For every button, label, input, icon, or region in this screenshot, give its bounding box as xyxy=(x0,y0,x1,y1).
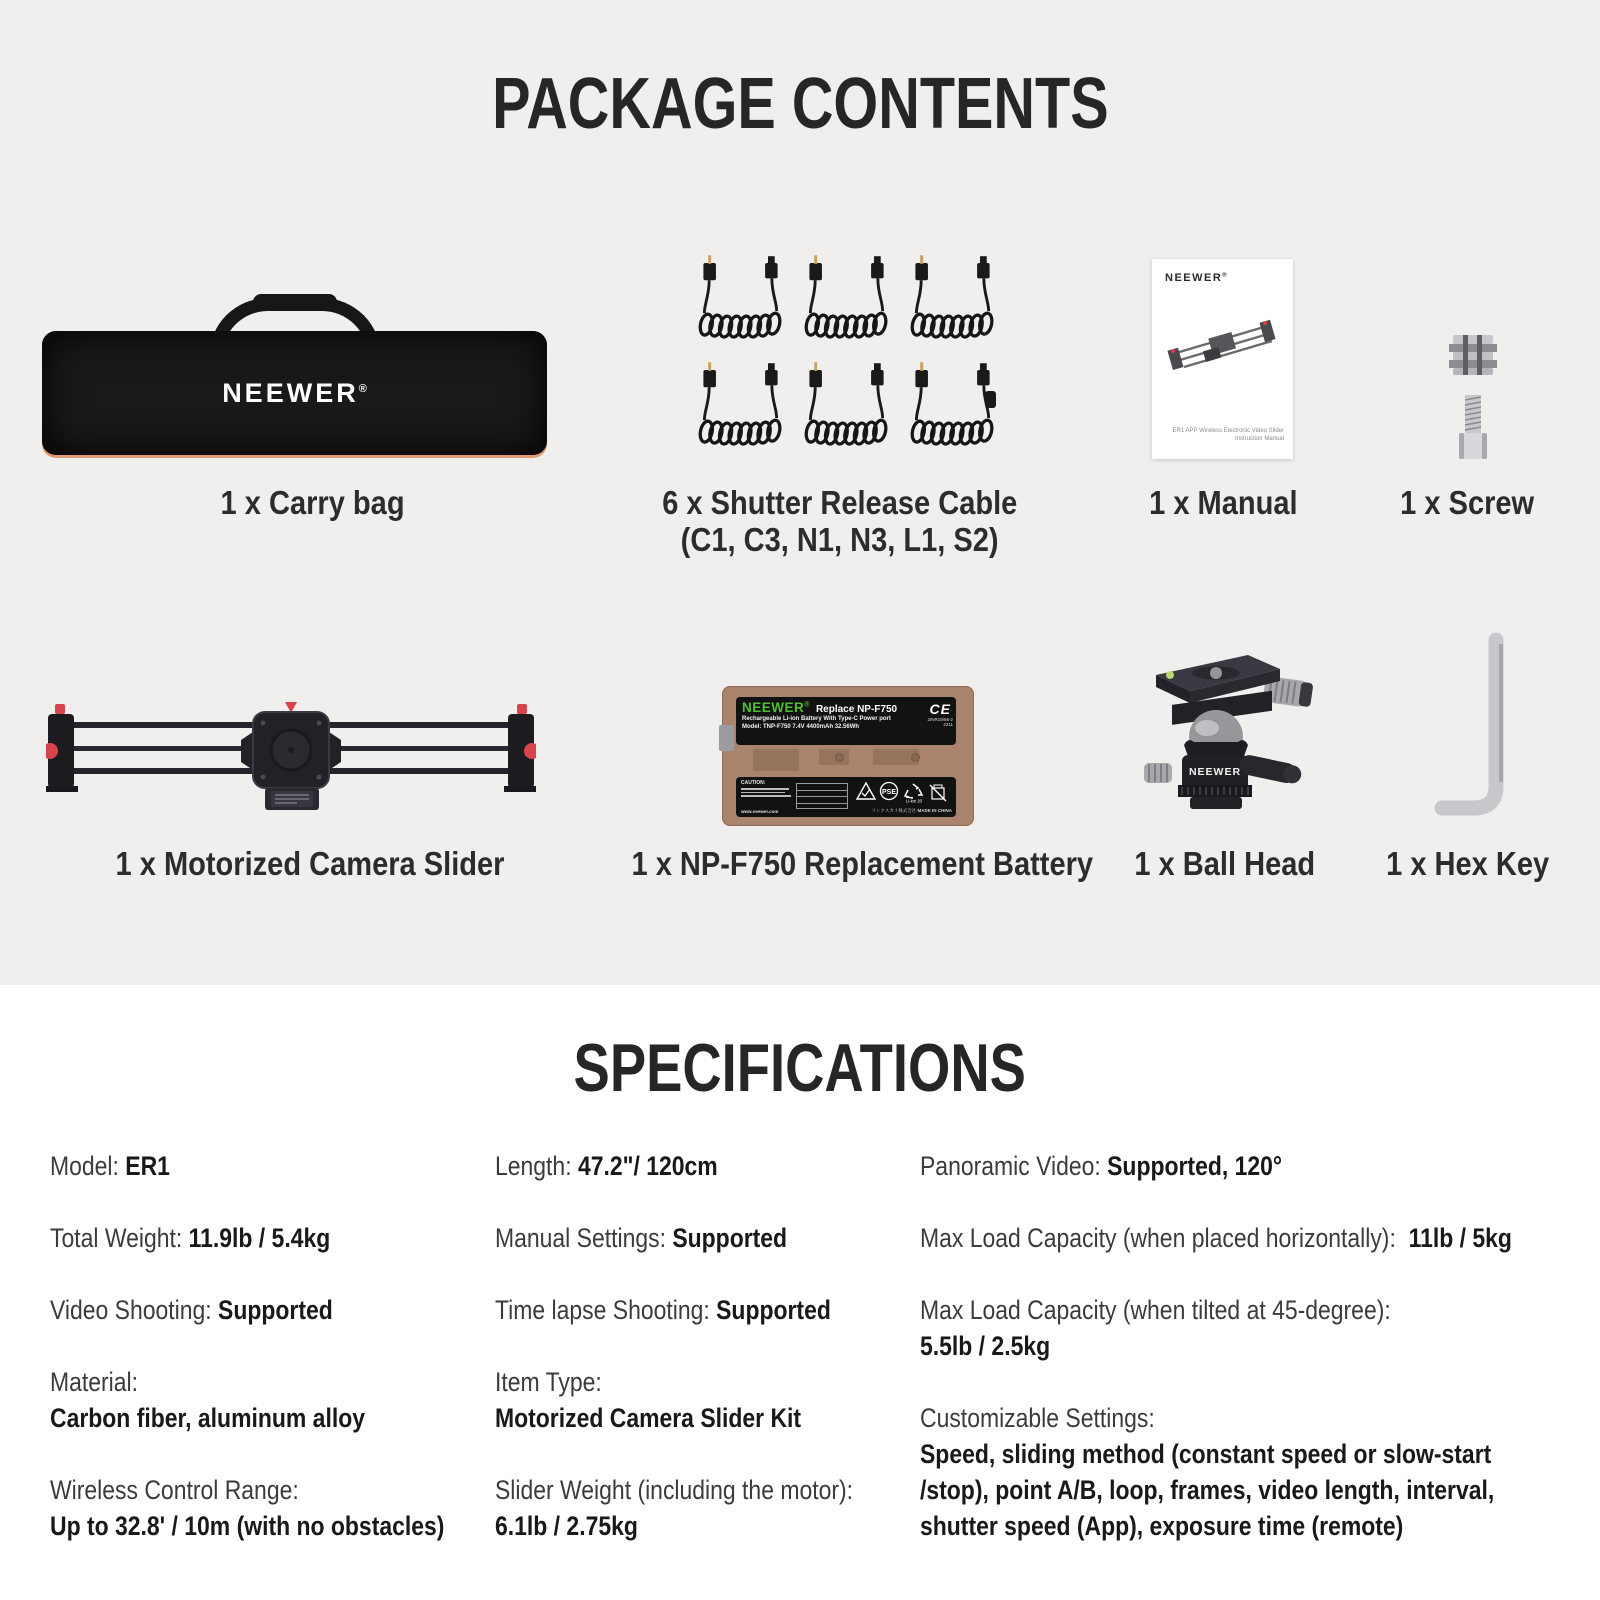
item-label-ball-head: 1 x Ball Head xyxy=(1134,845,1316,882)
bag-body xyxy=(42,331,547,455)
shutter-cables-image xyxy=(688,248,1006,462)
spec-slider-weight: Slider Weight (including the motor): 6.1lb / 2.75kg xyxy=(495,1475,854,1541)
page-title: PACKAGE CONTENTS xyxy=(491,64,1109,144)
hex-key-image xyxy=(1430,630,1515,822)
spec-item-type: Item Type: Motorized Camera Slider Kit xyxy=(495,1367,802,1433)
battery-screw xyxy=(835,753,844,762)
spec-timelapse: Time lapse Shooting: Supported xyxy=(495,1295,831,1325)
svg-text:Li-ion 20: Li-ion 20 xyxy=(905,798,923,803)
slider-image xyxy=(46,700,536,812)
battery-cert: 2INR19/66-2 2311 xyxy=(927,717,953,727)
spec-max-load-horizontal: Max Load Capacity (when placed horizontally): 11lb / 5kg xyxy=(920,1223,1512,1253)
spec-total-weight: Total Weight: 11.9lb / 5.4kg xyxy=(50,1223,331,1253)
manual-subtitle: ER1 APP Wireless Electronic Video Slider Instruction Manual xyxy=(1172,428,1284,442)
battery-brand-logo: NEEWER® xyxy=(742,700,810,715)
item-label-manual: 1 x Manual xyxy=(1148,484,1298,521)
cable-icon xyxy=(900,355,1006,462)
svg-text:PSE: PSE xyxy=(881,789,897,796)
item-label-slider: 1 x Motorized Camera Slider xyxy=(115,845,505,882)
spec-wireless-range: Wireless Control Range: Up to 32.8' / 10m (with no obstacles) xyxy=(50,1475,445,1541)
manual-image xyxy=(1152,259,1293,459)
manual-brand-logo: NEEWER® xyxy=(1165,272,1229,284)
battery-spec-table xyxy=(796,783,848,809)
ce-mark: CE xyxy=(929,701,951,717)
bag-brand-logo: NEEWER® xyxy=(222,377,367,408)
battery-image xyxy=(722,686,974,826)
spec-panoramic: Panoramic Video: Supported, 120° xyxy=(920,1151,1283,1181)
cable-remote-box xyxy=(985,391,996,408)
item-label-screw: 1 x Screw xyxy=(1400,484,1535,521)
spec-column-3 xyxy=(920,1148,1600,1580)
spec-manual-settings: Manual Settings: Supported xyxy=(495,1223,788,1253)
battery-top-label: NEEWER® Replace NP-F750 CE 2INR19/66-2 2311 Rechargeable Li-ion Battery With Type-C Power port Model: TNP-F750 7.4V 4400mAh 32.56Wh xyxy=(736,697,956,745)
ball-head-image xyxy=(1128,645,1318,820)
caution-text-line xyxy=(741,792,785,794)
battery-contact xyxy=(719,725,734,751)
carry-bag-image xyxy=(42,294,547,460)
cable-icon xyxy=(900,248,1006,355)
caution-text-line xyxy=(741,795,791,797)
battery-jp-text: リンクスカイ株式会社 MADE IN CHINA xyxy=(871,808,952,813)
item-label-carry-bag: 1 x Carry bag xyxy=(220,484,406,521)
battery-screw xyxy=(911,753,920,762)
battery-cert-icons xyxy=(856,781,952,803)
item-label-battery: 1 x NP-F750 Replacement Battery xyxy=(631,845,1094,882)
cable-icon xyxy=(794,355,900,462)
bag-grip xyxy=(253,294,337,310)
cable-icon xyxy=(688,248,794,355)
spec-video-shooting: Video Shooting: Supported xyxy=(50,1295,333,1325)
battery-mold-detail xyxy=(753,749,799,771)
battery-mold-detail xyxy=(819,749,849,765)
cable-icon xyxy=(688,355,794,462)
screw-image xyxy=(1446,333,1500,463)
caution-text-line xyxy=(741,788,789,790)
spec-material: Material: Carbon fiber, aluminum alloy xyxy=(50,1367,365,1433)
cable-icon xyxy=(794,248,900,355)
item-label-hex-key: 1 x Hex Key xyxy=(1385,845,1550,882)
spec-customizable-settings: Customizable Settings: Speed, sliding method (constant speed or slow-start /stop), point A/B, loop, frames, video length, interval, shutter speed (App), exposure time (remote) xyxy=(920,1403,1495,1541)
manual-slider-art xyxy=(1166,311,1279,375)
ballhead-brand-logo: NEEWER xyxy=(1188,766,1242,778)
spec-length: Length: 47.2"/ 120cm xyxy=(495,1151,718,1181)
spec-model: Model: ER1 xyxy=(50,1151,170,1181)
battery-bottom-label: CAUTION: www.neewer.com PSE Li-ion 20 リンクスカイ株式会社 MADE IN CHINA xyxy=(736,777,956,817)
spec-max-load-tilted: Max Load Capacity (when tilted at 45-degree): 5.5lb / 2.5kg xyxy=(920,1295,1391,1361)
specifications-title: SPECIFICATIONS xyxy=(573,1030,1027,1106)
item-label-cables: 6 x Shutter Release Cable (C1, C3, N1, N3, L1, S2) xyxy=(662,484,1018,558)
